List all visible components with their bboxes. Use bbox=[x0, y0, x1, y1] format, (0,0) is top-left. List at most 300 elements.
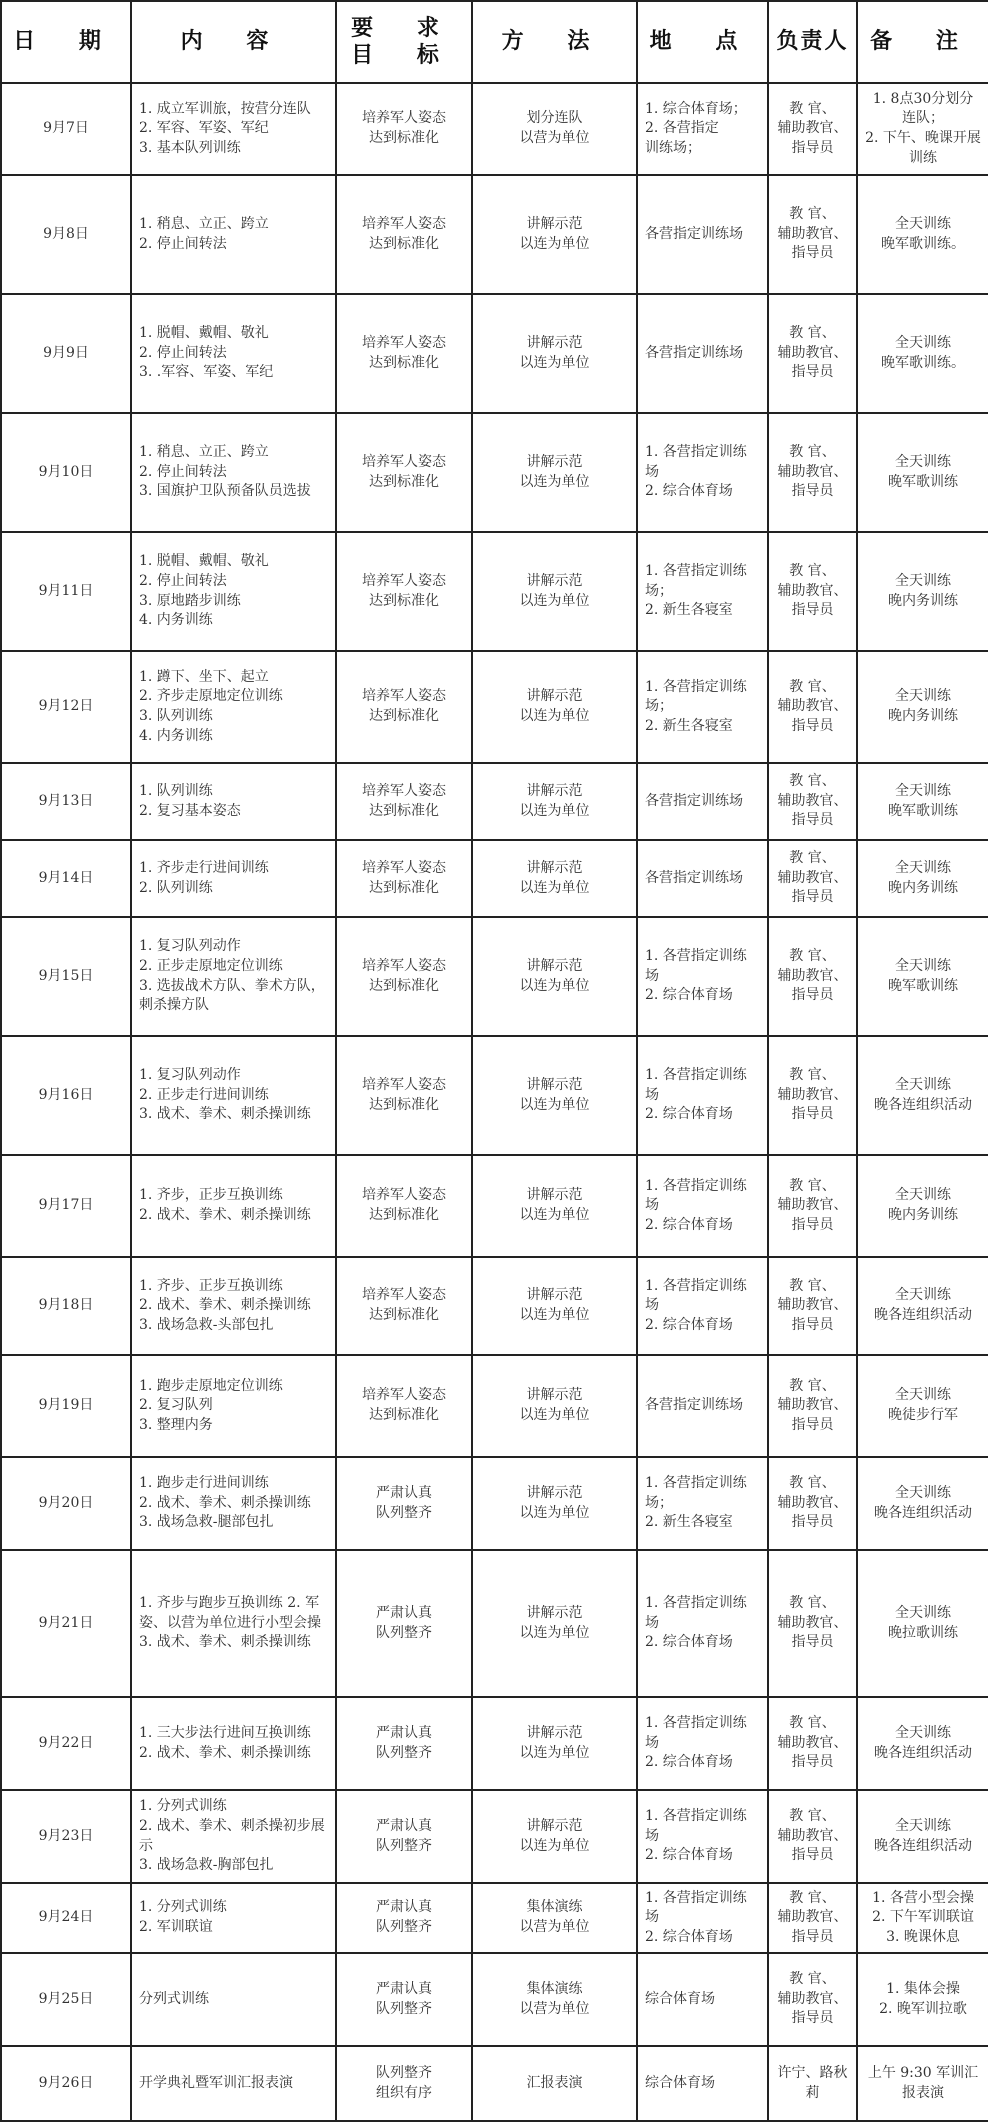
cell-note-line: 全天训练 bbox=[895, 453, 951, 470]
cell-place bbox=[637, 294, 768, 413]
cell-place-line: 综合体育场 bbox=[645, 1990, 715, 2007]
cell-method bbox=[472, 1953, 637, 2046]
cell-note bbox=[857, 1697, 988, 1790]
table-row bbox=[1, 1355, 988, 1457]
cell-requirement-line: 严肃认真 bbox=[376, 1980, 432, 1997]
cell-person-line: 指导员 bbox=[791, 1416, 834, 1433]
cell-person bbox=[768, 1550, 857, 1697]
cell-requirement-line: 培养军人姿态 bbox=[362, 334, 446, 351]
cell-place-line: 2. 综合体育场 bbox=[645, 1928, 733, 1945]
cell-person-line: 教 官、 bbox=[789, 1715, 836, 1732]
cell-content-line: 2. 复习基本姿态 bbox=[139, 802, 241, 819]
cell-content-line: 姿、以营为单位进行小型会操 bbox=[139, 1614, 321, 1631]
table-row bbox=[1, 1257, 988, 1355]
cell-person-line: 指导员 bbox=[791, 987, 834, 1004]
cell-person-line: 指导员 bbox=[791, 1106, 834, 1123]
cell-date: 9月13日 bbox=[1, 763, 131, 840]
cell-method-line: 讲解示范 bbox=[526, 859, 583, 876]
cell-requirement bbox=[336, 1036, 472, 1155]
cell-person-line: 教 官、 bbox=[789, 1377, 836, 1394]
cell-content bbox=[131, 763, 336, 840]
cell-content bbox=[131, 1953, 336, 2046]
cell-requirement-line: 严肃认真 bbox=[376, 1484, 432, 1501]
cell-date: 9月19日 bbox=[1, 1355, 131, 1457]
cell-date: 9月26日 bbox=[1, 2046, 131, 2121]
table-row bbox=[1, 840, 988, 917]
cell-method-line: 以营为单位 bbox=[519, 130, 590, 146]
cell-method bbox=[472, 1790, 637, 1883]
cell-person-line: 教 官、 bbox=[789, 206, 836, 223]
cell-person-line: 教 官、 bbox=[789, 1595, 836, 1612]
cell-person-line: 教 官、 bbox=[789, 678, 836, 695]
cell-person-line: 指导员 bbox=[791, 245, 834, 262]
cell-content-line: 3. 基本队列训练 bbox=[139, 139, 241, 156]
cell-method-line: 集体演练 bbox=[526, 1980, 583, 1997]
table-row bbox=[1, 1883, 988, 1953]
cell-note-line: 晚内务训练 bbox=[888, 879, 958, 896]
header-date: 日 期 bbox=[1, 1, 131, 83]
cell-method-line: 以连为单位 bbox=[519, 1096, 590, 1113]
cell-requirement-line: 队列整齐 bbox=[376, 2064, 432, 2081]
cell-content bbox=[131, 532, 336, 651]
cell-method bbox=[472, 1883, 637, 1953]
cell-content-line: 2. 正步走行进间训练 bbox=[139, 1086, 269, 1103]
cell-method bbox=[472, 413, 637, 532]
table-row bbox=[1, 294, 988, 413]
cell-note bbox=[857, 532, 988, 651]
cell-place-line: 2. 综合体育场 bbox=[645, 1316, 733, 1333]
cell-person-line: 辅助教官、 bbox=[777, 792, 848, 809]
cell-content-line: 1. 齐步走行进间训练 bbox=[139, 859, 269, 876]
cell-content-line: 2. 战术、拳术、刺杀操初步展 bbox=[139, 1817, 325, 1834]
cell-place bbox=[637, 532, 768, 651]
cell-content bbox=[131, 2046, 336, 2121]
cell-note-line: 连队； bbox=[902, 110, 944, 127]
cell-note-line: 1. 各营小型会操 bbox=[872, 1889, 974, 1906]
cell-requirement-line: 严肃认真 bbox=[376, 1817, 432, 1834]
cell-person bbox=[768, 651, 857, 763]
cell-note-line: 全天训练 bbox=[895, 1387, 951, 1404]
cell-person bbox=[768, 83, 857, 175]
cell-person bbox=[768, 1790, 857, 1883]
cell-content bbox=[131, 1355, 336, 1457]
cell-content-line: 1. 分列式训练 bbox=[139, 1899, 227, 1916]
cell-place-line: 场 bbox=[645, 463, 659, 480]
cell-requirement-line: 培养军人姿态 bbox=[362, 1287, 446, 1304]
cell-place-line: 综合体育场 bbox=[645, 2074, 715, 2091]
cell-person-line: 辅助教官、 bbox=[777, 1827, 848, 1844]
cell-content-line: 1. 复习队列动作 bbox=[139, 1067, 241, 1084]
cell-date: 9月20日 bbox=[1, 1457, 131, 1550]
cell-requirement bbox=[336, 763, 472, 840]
cell-place bbox=[637, 763, 768, 840]
cell-method bbox=[472, 840, 637, 917]
cell-method-line: 以连为单位 bbox=[519, 592, 590, 609]
cell-place bbox=[637, 651, 768, 763]
cell-person-line: 教 官、 bbox=[789, 948, 836, 965]
cell-requirement-line: 培养军人姿态 bbox=[362, 1387, 446, 1404]
cell-method bbox=[472, 1550, 637, 1697]
cell-method-line: 讲解示范 bbox=[526, 957, 583, 974]
cell-person bbox=[768, 532, 857, 651]
cell-note-line: 全天训练 bbox=[895, 1484, 951, 1501]
cell-requirement-line: 队列整齐 bbox=[376, 1504, 432, 1521]
cell-requirement-line: 达到标准化 bbox=[369, 1407, 439, 1423]
cell-content-line: 3. 选拔战术方队、拳术方队， bbox=[139, 977, 325, 994]
cell-place-line: 2. 综合体育场 bbox=[645, 987, 733, 1004]
cell-person-line: 指导员 bbox=[791, 1216, 834, 1233]
cell-place-line: 场 bbox=[645, 1614, 659, 1631]
cell-person bbox=[768, 1883, 857, 1953]
cell-requirement-line: 培养军人姿态 bbox=[362, 572, 446, 589]
cell-content-line: 2. 正步走原地定位训练 bbox=[139, 957, 283, 974]
cell-person-line: 辅助教官、 bbox=[777, 1990, 848, 2007]
cell-place-line: 1. 各营指定训练 bbox=[645, 1715, 747, 1732]
cell-date: 9月15日 bbox=[1, 917, 131, 1036]
cell-place-line: 各营指定训练场 bbox=[645, 792, 743, 809]
cell-content-line: 4. 内务训练 bbox=[139, 727, 213, 744]
cell-note-line: 晚各连组织活动 bbox=[874, 1837, 972, 1854]
cell-person-line: 指导员 bbox=[791, 602, 834, 619]
cell-content-line: 2. 停止间转法 bbox=[139, 235, 227, 252]
cell-person-line: 指导员 bbox=[791, 1316, 834, 1333]
cell-content bbox=[131, 1257, 336, 1355]
cell-method bbox=[472, 1355, 637, 1457]
cell-method bbox=[472, 294, 637, 413]
cell-note-line: 晚军歌训练 bbox=[888, 473, 958, 490]
cell-note bbox=[857, 763, 988, 840]
cell-content bbox=[131, 917, 336, 1036]
cell-requirement bbox=[336, 2046, 472, 2121]
cell-place bbox=[637, 1790, 768, 1883]
cell-requirement bbox=[336, 840, 472, 917]
cell-requirement-line: 达到标准化 bbox=[369, 130, 439, 146]
cell-person-line: 教 官、 bbox=[789, 563, 836, 580]
cell-person-line: 辅助教官、 bbox=[777, 582, 848, 599]
cell-note-line: 晚拉歌训练 bbox=[888, 1624, 958, 1641]
cell-person-line: 辅助教官、 bbox=[777, 698, 848, 715]
cell-requirement bbox=[336, 175, 472, 294]
cell-requirement-line: 队列整齐 bbox=[376, 2000, 432, 2017]
cell-note bbox=[857, 1790, 988, 1883]
cell-note bbox=[857, 1155, 988, 1257]
cell-method-line: 以连为单位 bbox=[519, 1837, 590, 1854]
cell-requirement-line: 达到标准化 bbox=[369, 1307, 439, 1323]
cell-requirement bbox=[336, 413, 472, 532]
cell-place-line: 1. 各营指定训练 bbox=[645, 1277, 747, 1294]
cell-person-line: 教 官、 bbox=[789, 325, 836, 342]
cell-place-line: 场 bbox=[645, 1297, 659, 1314]
cell-place-line: 2. 各营指定 bbox=[645, 120, 719, 137]
cell-method-line: 讲解示范 bbox=[526, 1387, 583, 1404]
cell-content bbox=[131, 840, 336, 917]
cell-note bbox=[857, 2046, 988, 2121]
cell-place-line: 场 bbox=[645, 1827, 659, 1844]
cell-requirement bbox=[336, 1550, 472, 1697]
cell-requirement-line: 达到标准化 bbox=[369, 1096, 439, 1113]
cell-content-line: 1. 队列训练 bbox=[139, 782, 213, 799]
cell-note-line: 晚军歌训练 bbox=[888, 802, 958, 819]
cell-requirement bbox=[336, 1790, 472, 1883]
cell-note bbox=[857, 1550, 988, 1697]
cell-requirement bbox=[336, 917, 472, 1036]
cell-date: 9月24日 bbox=[1, 1883, 131, 1953]
cell-place bbox=[637, 1457, 768, 1550]
cell-requirement-line: 培养军人姿态 bbox=[362, 1187, 446, 1204]
cell-person-line: 指导员 bbox=[791, 717, 834, 734]
cell-content-line: 3. 战场急救-腿部包扎 bbox=[139, 1514, 274, 1531]
cell-place-line: 场 bbox=[645, 1909, 659, 1926]
cell-note bbox=[857, 1953, 988, 2046]
cell-note-line: 全天训练 bbox=[895, 957, 951, 974]
cell-person bbox=[768, 1355, 857, 1457]
cell-method bbox=[472, 917, 637, 1036]
cell-person bbox=[768, 2046, 857, 2121]
cell-method bbox=[472, 1155, 637, 1257]
table-row bbox=[1, 651, 988, 763]
cell-content-line: 示 bbox=[139, 1837, 153, 1854]
cell-note-line: 全天训练 bbox=[895, 1187, 951, 1204]
cell-person bbox=[768, 1697, 857, 1790]
cell-method bbox=[472, 2046, 637, 2121]
header-row bbox=[1, 1, 988, 83]
cell-method bbox=[472, 1697, 637, 1790]
cell-method-line: 以连为单位 bbox=[519, 1407, 590, 1423]
cell-place bbox=[637, 413, 768, 532]
cell-method-line: 讲解示范 bbox=[526, 572, 583, 589]
cell-place bbox=[637, 1155, 768, 1257]
cell-person-line: 辅助教官、 bbox=[777, 1494, 848, 1511]
cell-method-line: 集体演练 bbox=[526, 1899, 583, 1916]
cell-place bbox=[637, 1036, 768, 1155]
cell-person-line: 辅助教官、 bbox=[777, 1909, 848, 1926]
cell-requirement bbox=[336, 83, 472, 175]
cell-place-line: 1. 各营指定训练 bbox=[645, 678, 747, 695]
cell-date: 9月7日 bbox=[1, 83, 131, 175]
table-row bbox=[1, 532, 988, 651]
cell-requirement-line: 培养军人姿态 bbox=[362, 859, 446, 876]
cell-requirement-line: 培养军人姿态 bbox=[362, 453, 446, 470]
cell-person bbox=[768, 1257, 857, 1355]
cell-content-line: 2. 齐步走原地定位训练 bbox=[139, 688, 283, 705]
cell-content-line: 2. 复习队列 bbox=[139, 1397, 213, 1414]
cell-date: 9月12日 bbox=[1, 651, 131, 763]
cell-content-line: 刺杀操方队 bbox=[139, 997, 209, 1014]
cell-note bbox=[857, 1457, 988, 1550]
cell-person bbox=[768, 413, 857, 532]
cell-content-line: 3. 原地踏步训练 bbox=[139, 592, 241, 609]
cell-place-line: 各营指定训练场 bbox=[645, 869, 743, 886]
cell-requirement-line: 队列整齐 bbox=[376, 1744, 432, 1761]
cell-content-line: 1. 跑步走行进间训练 bbox=[139, 1475, 269, 1492]
cell-place bbox=[637, 83, 768, 175]
header-requirement-line2: 目 标 bbox=[351, 42, 457, 68]
cell-person-line: 辅助教官、 bbox=[777, 1086, 848, 1103]
table-row bbox=[1, 1155, 988, 1257]
header-requirement-line1: 要 求 bbox=[351, 14, 457, 41]
cell-place-line: 1. 各营指定训练 bbox=[645, 1595, 747, 1612]
cell-note-line: 全天训练 bbox=[895, 782, 951, 799]
cell-date: 9月10日 bbox=[1, 413, 131, 532]
cell-person-line: 指导员 bbox=[791, 2010, 834, 2027]
cell-method bbox=[472, 1257, 637, 1355]
cell-date: 9月17日 bbox=[1, 1155, 131, 1257]
cell-note-line: 全天训练 bbox=[895, 1604, 951, 1621]
cell-content-line: 1. 齐步与跑步互换训练 2. 军 bbox=[139, 1595, 320, 1612]
cell-place-line: 各营指定训练场 bbox=[645, 225, 743, 242]
cell-note bbox=[857, 294, 988, 413]
header-place: 地 点 bbox=[637, 1, 768, 83]
cell-place-line: 1. 各营指定训练 bbox=[645, 1889, 747, 1906]
cell-method bbox=[472, 1457, 637, 1550]
cell-note-line: 报表演 bbox=[902, 2084, 944, 2101]
cell-content-line: 1. 脱帽、戴帽、敬礼 bbox=[139, 325, 269, 342]
cell-place bbox=[637, 175, 768, 294]
cell-person bbox=[768, 917, 857, 1036]
cell-note-line: 全天训练 bbox=[895, 334, 951, 351]
cell-method-line: 讲解示范 bbox=[526, 1484, 583, 1501]
cell-content bbox=[131, 1550, 336, 1697]
cell-requirement-line: 严肃认真 bbox=[376, 1604, 432, 1621]
cell-note-line: 训练 bbox=[909, 149, 937, 166]
cell-place-line: 场 bbox=[645, 1734, 659, 1751]
cell-person-line: 辅助教官、 bbox=[777, 1734, 848, 1751]
cell-content-line: 1. 蹲下、坐下、起立 bbox=[139, 668, 269, 685]
cell-note-line: 全天训练 bbox=[895, 688, 951, 705]
header-requirement bbox=[336, 1, 472, 83]
cell-content bbox=[131, 1155, 336, 1257]
cell-content bbox=[131, 1036, 336, 1155]
cell-place-line: 2. 综合体育场 bbox=[645, 1106, 733, 1123]
cell-method-line: 汇报表演 bbox=[526, 2074, 583, 2091]
cell-place-line: 场； bbox=[645, 698, 673, 715]
cell-person bbox=[768, 294, 857, 413]
cell-method-line: 以营为单位 bbox=[519, 2000, 590, 2017]
table-row bbox=[1, 175, 988, 294]
cell-requirement bbox=[336, 1457, 472, 1550]
cell-note-line: 全天训练 bbox=[895, 859, 951, 876]
cell-note-line: 全天训练 bbox=[895, 215, 951, 232]
cell-content-line: 3. 战场急救-胸部包扎 bbox=[139, 1857, 274, 1874]
cell-content-line: 3. 战场急救-头部包扎 bbox=[139, 1316, 274, 1333]
cell-place-line: 2. 综合体育场 bbox=[645, 1216, 733, 1233]
cell-note bbox=[857, 917, 988, 1036]
cell-person-line: 教 官、 bbox=[789, 1808, 836, 1825]
cell-note bbox=[857, 1036, 988, 1155]
cell-requirement-line: 达到标准化 bbox=[369, 802, 439, 819]
cell-content-line: 开学典礼暨军训汇报表演 bbox=[139, 2074, 293, 2091]
cell-content-line: 2. 战术、拳术、刺杀操训练 bbox=[139, 1744, 311, 1761]
cell-content-line: 1. 复习队列动作 bbox=[139, 938, 241, 955]
cell-method-line: 以连为单位 bbox=[519, 1744, 590, 1761]
cell-date: 9月9日 bbox=[1, 294, 131, 413]
cell-requirement-line: 队列整齐 bbox=[376, 1837, 432, 1854]
cell-method bbox=[472, 532, 637, 651]
table-row bbox=[1, 1036, 988, 1155]
cell-place-line: 2. 新生各寝室 bbox=[645, 717, 733, 734]
cell-content-line: 3. 战术、拳术、刺杀操训练 bbox=[139, 1106, 311, 1123]
cell-method-line: 以连为单位 bbox=[519, 235, 590, 252]
cell-note-line: 3. 晚课休息 bbox=[886, 1928, 960, 1945]
cell-note-line: 全天训练 bbox=[895, 1076, 951, 1093]
cell-place bbox=[637, 1883, 768, 1953]
cell-content bbox=[131, 294, 336, 413]
cell-note-line: 晚各连组织活动 bbox=[874, 1744, 972, 1761]
cell-date: 9月18日 bbox=[1, 1257, 131, 1355]
cell-place-line: 2. 综合体育场 bbox=[645, 1634, 733, 1651]
cell-place-line: 场； bbox=[645, 582, 673, 599]
cell-method-line: 以连为单位 bbox=[519, 1504, 590, 1521]
cell-place bbox=[637, 2046, 768, 2121]
cell-content-line: 2. 战术、拳术、刺杀操训练 bbox=[139, 1297, 311, 1314]
cell-person-line: 教 官、 bbox=[789, 773, 836, 790]
cell-requirement bbox=[336, 1355, 472, 1457]
cell-person-line: 指导员 bbox=[791, 139, 834, 156]
header-person: 负责人 bbox=[768, 1, 857, 83]
cell-place-line: 2. 综合体育场 bbox=[645, 1754, 733, 1771]
cell-method-line: 划分连队 bbox=[526, 110, 583, 127]
cell-requirement-line: 达到标准化 bbox=[369, 879, 439, 896]
cell-place bbox=[637, 1550, 768, 1697]
cell-place bbox=[637, 1953, 768, 2046]
cell-person bbox=[768, 1457, 857, 1550]
cell-person-line: 指导员 bbox=[791, 1754, 834, 1771]
cell-person-line: 辅助教官、 bbox=[777, 1297, 848, 1314]
cell-person-line: 教 官、 bbox=[789, 1067, 836, 1084]
cell-place-line: 场 bbox=[645, 967, 659, 984]
cell-method-line: 讲解示范 bbox=[526, 782, 583, 799]
cell-requirement bbox=[336, 532, 472, 651]
cell-place-line: 1. 综合体育场； bbox=[645, 100, 747, 117]
cell-place-line: 各营指定训练场 bbox=[645, 1397, 743, 1414]
cell-person-line: 辅助教官、 bbox=[777, 967, 848, 984]
cell-method-line: 讲解示范 bbox=[526, 453, 583, 470]
cell-content-line: 3. .军容、军姿、军纪 bbox=[139, 364, 274, 381]
cell-note-line: 晚军歌训练。 bbox=[881, 354, 965, 371]
table-row bbox=[1, 2046, 988, 2121]
table-row bbox=[1, 1457, 988, 1550]
cell-note bbox=[857, 83, 988, 175]
cell-note-line: 1. 集体会操 bbox=[886, 1980, 960, 1997]
cell-requirement-line: 达到标准化 bbox=[369, 708, 439, 724]
cell-person-line: 辅助教官、 bbox=[777, 225, 848, 242]
cell-requirement-line: 培养军人姿态 bbox=[362, 688, 446, 705]
cell-content-line: 3. 战术、拳术、刺杀操训练 bbox=[139, 1634, 311, 1651]
cell-place-line: 训练场； bbox=[645, 139, 701, 156]
cell-requirement bbox=[336, 1697, 472, 1790]
header-method: 方 法 bbox=[472, 1, 637, 83]
cell-date: 9月23日 bbox=[1, 1790, 131, 1883]
cell-method-line: 讲解示范 bbox=[526, 1287, 583, 1304]
header-content: 内 容 bbox=[131, 1, 336, 83]
cell-content-line: 3. 队列训练 bbox=[139, 708, 213, 724]
cell-person-line: 指导员 bbox=[791, 1847, 834, 1864]
cell-note bbox=[857, 1355, 988, 1457]
cell-content-line: 4. 内务训练 bbox=[139, 612, 213, 629]
cell-person-line: 辅助教官、 bbox=[777, 869, 848, 886]
cell-note-line: 晚军歌训练。 bbox=[881, 235, 965, 252]
cell-person bbox=[768, 175, 857, 294]
cell-method-line: 以连为单位 bbox=[519, 977, 590, 994]
cell-requirement-line: 达到标准化 bbox=[369, 592, 439, 609]
cell-content bbox=[131, 1457, 336, 1550]
cell-place-line: 场 bbox=[645, 1197, 659, 1214]
cell-note bbox=[857, 175, 988, 294]
cell-content-line: 1. 稍息、立正、跨立 bbox=[139, 215, 269, 232]
cell-place-line: 2. 新生各寝室 bbox=[645, 602, 733, 619]
cell-note-line: 晚徒步行军 bbox=[888, 1407, 958, 1423]
cell-place bbox=[637, 1355, 768, 1457]
